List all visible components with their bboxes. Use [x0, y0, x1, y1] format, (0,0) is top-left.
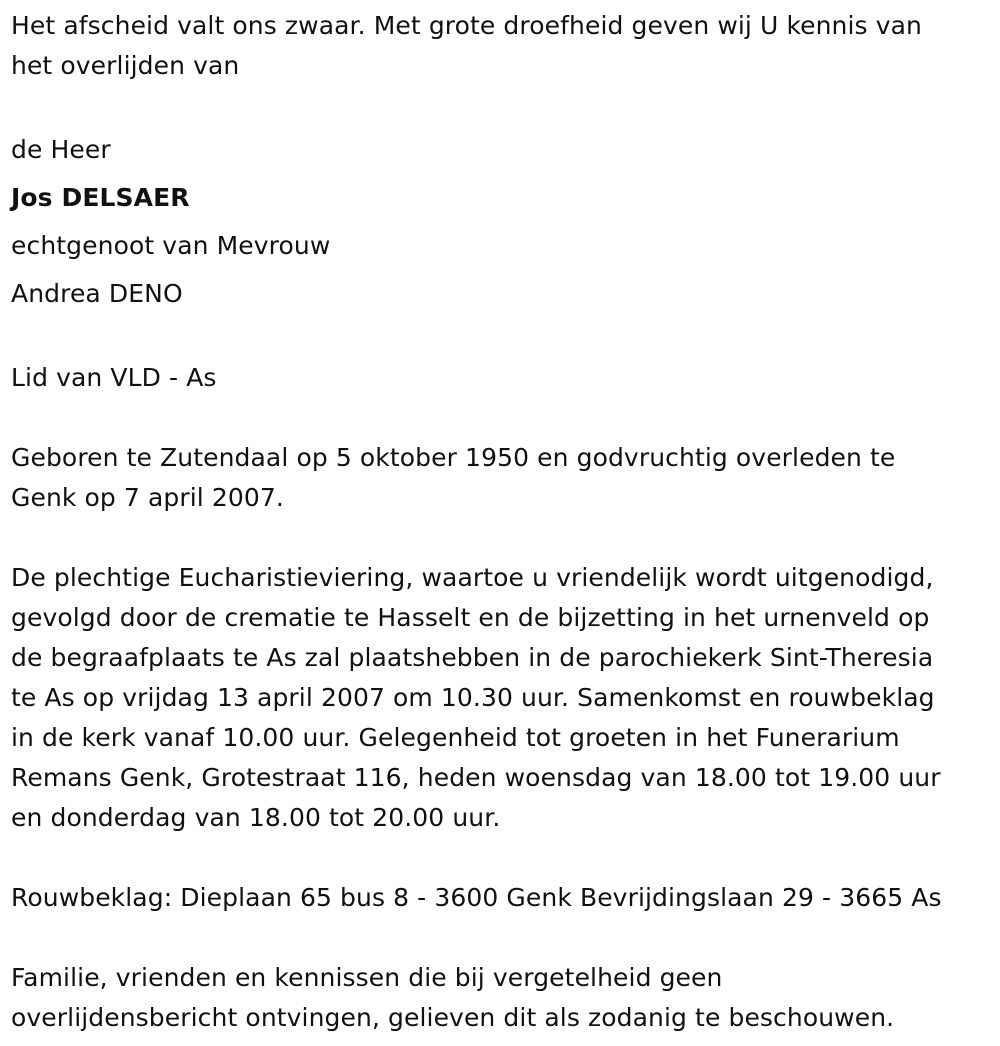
ceremony-line: De plechtige Eucharistieviering, waartoe u vriendelijk wordt uitgenodigd, [11, 563, 934, 592]
condolence-paragraph [11, 878, 991, 918]
deceased-block [11, 126, 991, 318]
birth-death-line-2: Genk op 7 april 2007. [11, 483, 284, 512]
deceased-relation: echtgenoot van Mevrouw [11, 231, 331, 260]
birth-death-paragraph [11, 438, 991, 518]
closing-line-1: Familie, vrienden en kennissen die bij vergetelheid geen [11, 963, 723, 992]
ceremony-paragraph [11, 558, 991, 838]
deceased-name: Jos DELSAER [11, 183, 190, 212]
spacer [11, 318, 991, 358]
intro-line-1: Het afscheid valt ons zwaar. Met grote droefheid geven wij U kennis van [11, 11, 922, 40]
spacer [11, 398, 991, 438]
spacer [11, 918, 991, 958]
deceased-title: de Heer [11, 135, 111, 164]
spacer [11, 518, 991, 558]
ceremony-line: en donderdag van 18.00 tot 20.00 uur. [11, 803, 501, 832]
condolence-address: Rouwbeklag: Dieplaan 65 bus 8 - 3600 Genk Bevrijdingslaan 29 - 3665 As [11, 883, 942, 912]
ceremony-line: in de kerk vanaf 10.00 uur. Gelegenheid tot groeten in het Funerarium [11, 723, 900, 752]
closing-line-2: overlijdensbericht ontvingen, gelieven dit als zodanig te beschouwen. [11, 1003, 895, 1032]
intro-line-2: het overlijden van [11, 51, 240, 80]
intro-paragraph [11, 6, 991, 86]
deceased-spouse: Andrea DENO [11, 279, 183, 308]
obituary-document [11, 6, 991, 1038]
birth-death-line-1: Geboren te Zutendaal op 5 oktober 1950 en godvruchtig overleden te [11, 443, 896, 472]
ceremony-line: Remans Genk, Grotestraat 116, heden woensdag van 18.00 tot 19.00 uur [11, 763, 941, 792]
spacer [11, 838, 991, 878]
ceremony-line: gevolgd door de crematie te Hasselt en de bijzetting in het urnenveld op [11, 603, 930, 632]
ceremony-line: te As op vrijdag 13 april 2007 om 10.30 uur. Samenkomst en rouwbeklag [11, 683, 935, 712]
membership-line: Lid van VLD - As [11, 363, 217, 392]
membership-paragraph [11, 358, 991, 398]
spacer [11, 86, 991, 126]
closing-paragraph [11, 958, 991, 1038]
ceremony-line: de begraafplaats te As zal plaatshebben in de parochiekerk Sint-Theresia [11, 643, 934, 672]
